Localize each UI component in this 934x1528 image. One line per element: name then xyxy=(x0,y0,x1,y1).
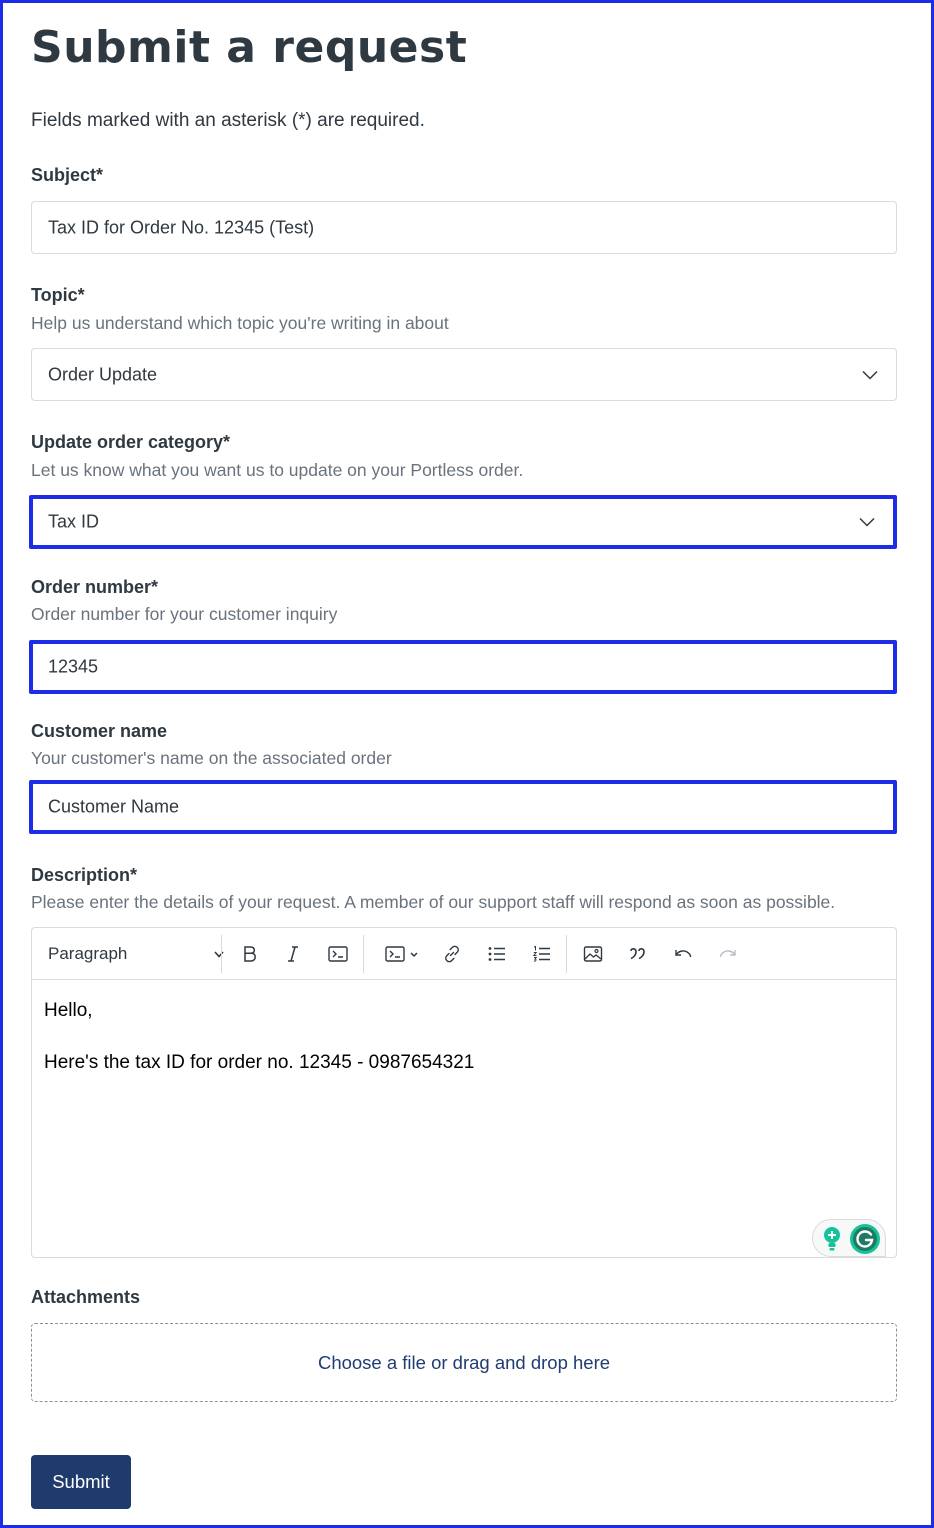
bulleted-list-icon xyxy=(487,945,507,963)
order-number-label: Order number* xyxy=(31,577,159,597)
attachments-label: Attachments xyxy=(31,1287,141,1307)
numbered-list-button[interactable] xyxy=(526,928,558,980)
bold-icon xyxy=(243,945,257,963)
italic-icon xyxy=(286,945,300,963)
topic-select[interactable] xyxy=(31,348,897,401)
order-number-value: 12345 xyxy=(48,656,99,677)
grammarly-widget[interactable] xyxy=(812,1219,886,1257)
customer-name-hint: Your customer's name on the associated order xyxy=(31,748,392,768)
bold-button[interactable] xyxy=(234,928,266,980)
undo-icon xyxy=(673,946,693,962)
dropzone-text: Choose a file or drag and drop here xyxy=(317,1351,611,1373)
order-number-input[interactable] xyxy=(29,640,897,694)
bulleted-list-button[interactable] xyxy=(481,928,513,980)
page-title: Submit a request xyxy=(31,22,468,73)
topic-value: Order Update xyxy=(48,364,158,384)
topic-label: Topic* xyxy=(31,285,85,305)
toolbar-divider xyxy=(221,935,222,973)
order-number-hint: Order number for your customer inquiry xyxy=(31,604,338,624)
file-dropzone[interactable] xyxy=(31,1323,897,1402)
chevron-down-icon xyxy=(214,951,224,958)
editor-line: Here's the tax ID for order no. 12345 - 0987654321 xyxy=(44,1052,475,1073)
code-block-button[interactable] xyxy=(374,928,426,980)
redo-button[interactable] xyxy=(712,928,744,980)
toolbar-divider xyxy=(363,935,364,973)
description-label: Description* xyxy=(31,865,138,885)
italic-button[interactable] xyxy=(277,928,309,980)
image-button[interactable] xyxy=(577,928,609,980)
category-select[interactable] xyxy=(29,495,897,549)
link-icon xyxy=(442,944,462,964)
image-icon xyxy=(583,945,603,963)
code-block-icon xyxy=(380,945,420,963)
customer-name-label: Customer name xyxy=(31,721,168,741)
paragraph-label: Paragraph xyxy=(48,944,128,963)
undo-button[interactable] xyxy=(667,928,699,980)
category-hint: Let us know what you want us to update on your Portless order. xyxy=(31,460,524,480)
paragraph-dropdown[interactable] xyxy=(48,928,224,980)
lightbulb-icon xyxy=(821,1226,843,1252)
category-label: Update order category* xyxy=(31,432,231,452)
customer-name-value: Customer Name xyxy=(48,796,180,817)
description-editor[interactable] xyxy=(31,927,897,1258)
code-icon xyxy=(328,945,348,963)
editor-line: Hello, xyxy=(44,1000,93,1021)
redo-icon xyxy=(718,946,738,962)
topic-hint: Help us understand which topic you're writing in about xyxy=(31,313,449,333)
subject-input[interactable] xyxy=(31,201,897,254)
grammarly-icon xyxy=(849,1223,881,1255)
customer-name-input[interactable] xyxy=(29,780,897,834)
category-value: Tax ID xyxy=(48,511,100,532)
editor-content[interactable] xyxy=(44,998,474,1102)
editor-toolbar xyxy=(32,928,896,980)
description-hint: Please enter the details of your request. A member of our support staff will respond as soon as possible. xyxy=(31,892,836,912)
chevron-down-icon xyxy=(859,517,875,527)
code-button[interactable] xyxy=(322,928,354,980)
subject-label: Subject* xyxy=(31,165,104,185)
quote-button[interactable] xyxy=(622,928,654,980)
subject-value: Tax ID for Order No. 12345 (Test) xyxy=(48,217,315,237)
toolbar-divider xyxy=(566,935,567,973)
quote-icon xyxy=(629,947,647,961)
numbered-list-icon xyxy=(532,945,552,963)
required-note: Fields marked with an asterisk (*) are required. xyxy=(31,110,425,131)
chevron-down-icon xyxy=(862,370,878,380)
link-button[interactable] xyxy=(436,928,468,980)
submit-button[interactable]: Submit xyxy=(31,1455,131,1509)
